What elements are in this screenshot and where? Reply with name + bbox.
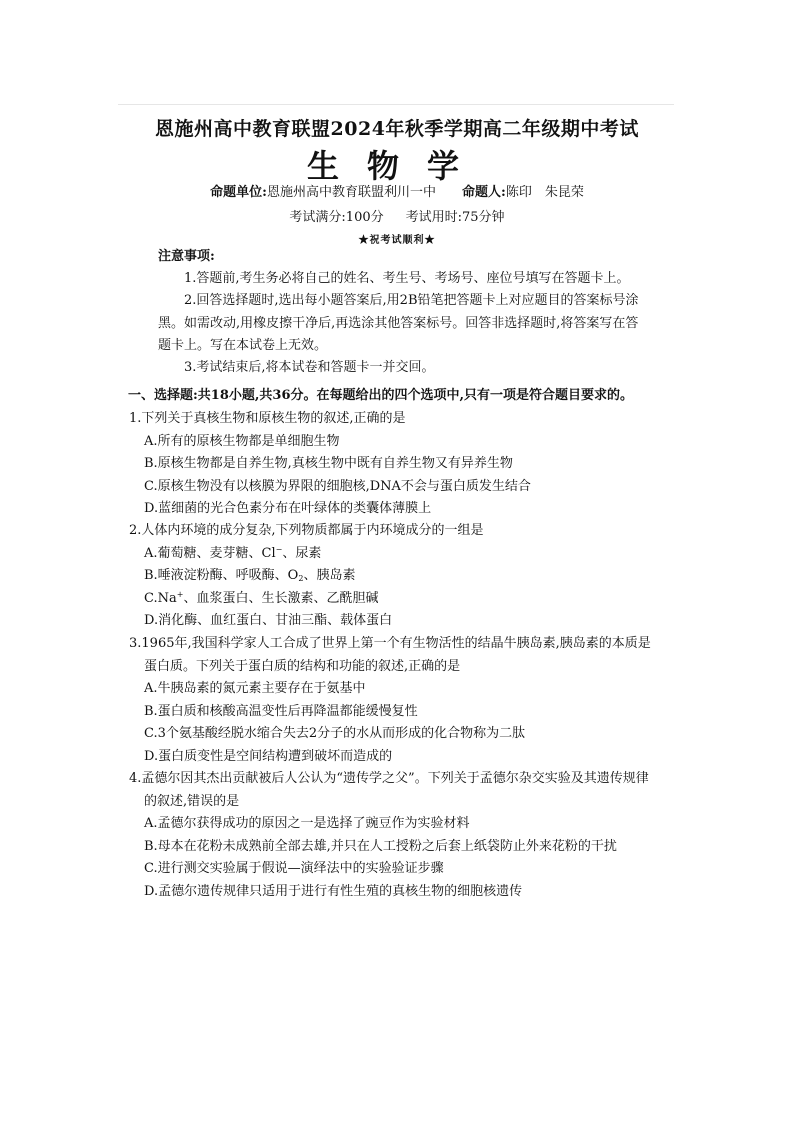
question-stem: 1.下列关于真核生物和原核生物的叙述,正确的是 [129,411,406,426]
setter-names: 陈印 朱昆荣 [505,185,584,200]
option-b: B.原核生物都是自养生物,真核生物中既有自养生物又有异养生物 [144,456,513,471]
good-luck-line: ★祝考试顺利★ [358,235,436,246]
question-stem: 2.人体内环境的成分复杂,下列物质都属于内环境成分的一组是 [129,523,484,538]
notice-item: 1.答题前,考生务必将自己的姓名、考生号、考场号、座位号填写在答题卡上。 [184,271,630,286]
full-score: 考试满分:100分 [289,210,384,225]
option-a: A.孟德尔获得成功的原因之一是选择了豌豆作为实验材料 [144,816,470,831]
question-stem: 4.孟德尔因其杰出贡献被后人公认为“遗传学之父”。下列关于孟德尔杂交实验及其遗传规律 [129,771,649,786]
question-1 [129,408,665,521]
header-divider [118,104,674,105]
option-c: C.Na+、血浆蛋白、生长激素、乙酰胆碱 [144,589,379,606]
notice-heading: 注意事项: [158,249,215,264]
option-d: D.蓝细菌的光合色素分布在叶绿体的类囊体薄膜上 [144,501,432,516]
score-line [0,206,794,225]
option-a: A.牛胰岛素的氮元素主要存在于氨基中 [144,681,366,696]
exam-duration: 考试用时:75分钟 [405,210,505,225]
option-b: B.蛋白质和核酸高温变性后再降温都能缓慢复性 [144,703,418,719]
setter-label: 命题人: [462,185,506,200]
author-line [0,181,794,200]
option-a: A.所有的原核生物都是单细胞生物 [144,433,340,449]
option-c: C.3个氨基酸经脱水缩合失去2分子的水从而形成的化合物称为二肽 [144,726,526,741]
exam-title: 恩施州高中教育联盟2024年秋季学期高二年级期中考试 [155,118,639,140]
option-a: A.葡萄糖、麦芽糖、Cl−、尿素 [144,544,322,561]
option-d: D.孟德尔遗传规律只适用于进行有性生殖的真核生物的细胞核遗传 [144,883,523,899]
question-stem-continued: 的叙述,错误的是 [144,793,240,809]
setter-unit-label: 命题单位: [210,185,267,200]
option-b: B.唾液淀粉酶、呼吸酶、$O_2$、胰岛素 [144,568,356,583]
notice-item: 2.回答选择题时,选出每小题答案后,用2B铅笔把答题卡上对应题目的答案标号涂黑。如需改动,用橡皮擦干净后,再选涂其他答案标号。回答非选择题时,将答案写在答题卡上。写在本试卷上无效。 [158,293,639,353]
notice-item: 3.考试结束后,将本试卷和答题卡一并交回。 [184,360,435,375]
option-c: C.进行测交实验属于假说—演绎法中的实验验证步骤 [144,861,444,876]
subject-title: 生物学 [306,147,487,185]
option-d: D.消化酶、血红蛋白、甘油三酯、载体蛋白 [144,613,393,628]
question-stem: 3.1965年,我国科学家人工合成了世界上第一个有生物活性的结晶牛胰岛素,胰岛素的本质是 [129,636,651,651]
option-c: C.原核生物没有以核膜为界限的细胞核,DNA不会与蛋白质发生结合 [144,478,531,494]
option-d: D.蛋白质变性是空间结构遭到破坏而造成的 [144,748,393,764]
question-stem-continued: 蛋白质。下列关于蛋白质的结构和功能的叙述,正确的是 [144,658,461,674]
question-3 [129,633,665,768]
question-4 [129,768,665,903]
section-heading: 一、选择题:共18小题,共36分。在每题给出的四个选项中,只有一项是符合题目要求的。 [128,388,634,403]
option-b: B.母本在花粉未成熟前全部去雄,并只在人工授粉之后套上纸袋防止外来花粉的干扰 [144,838,617,854]
question-2 [129,520,665,633]
setter-unit: 恩施州高中教育联盟利川一中 [266,185,436,200]
